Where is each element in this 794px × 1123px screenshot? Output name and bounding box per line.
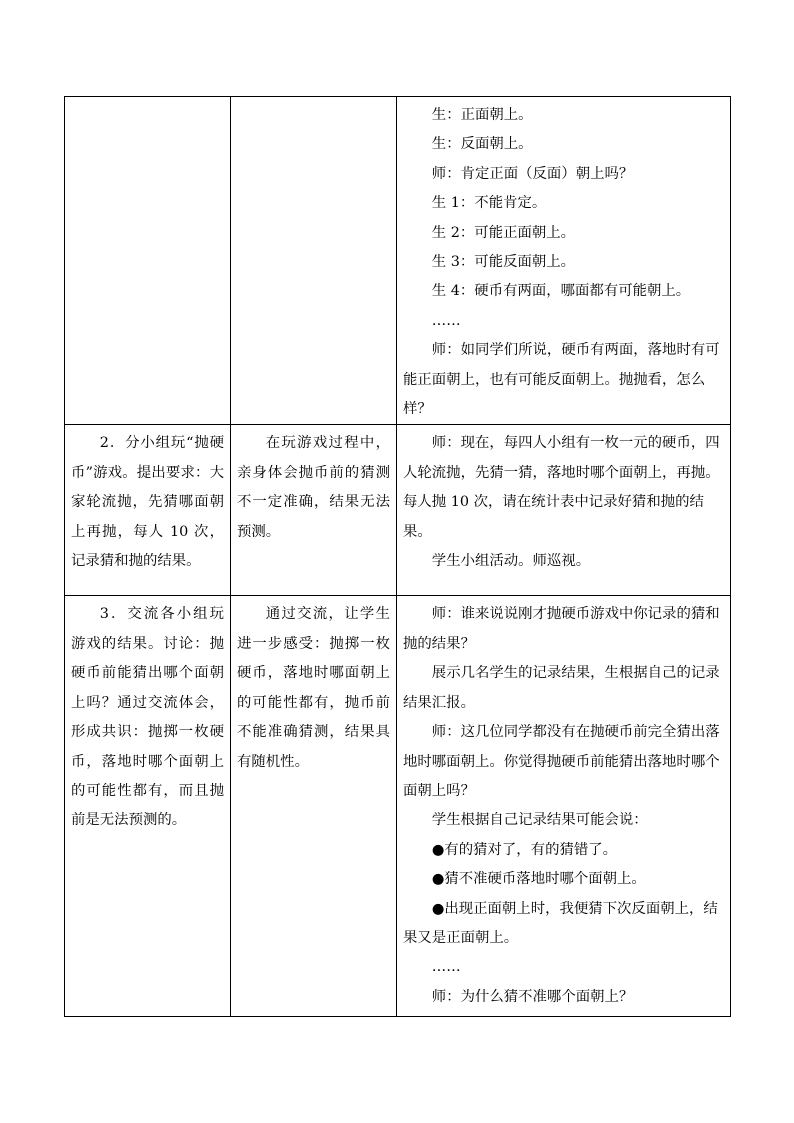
dialogue-line: 师：为什么猜不准哪个面朝上？ [431, 988, 634, 1005]
dialogue-line: 学生根据自己记录结果可能会说： [431, 812, 648, 829]
dialogue-line: 展示几名学生的记录结果，生根据自己的记录结果汇报。 [403, 665, 720, 711]
intent-cell [231, 425, 397, 596]
ellipsis-line: …… [431, 959, 461, 976]
dialogue-line: 师：谁来说说刚才抛硬币游戏中你记录的猜和抛的结果？ [403, 606, 720, 652]
dialogue-line: 生 4：硬币有两面，哪面都有可能朝上。 [431, 283, 691, 300]
dialogue-line: 师：肯定正面（反面）朝上吗？ [431, 165, 634, 182]
dialogue-line: 生：反面朝上。 [431, 136, 533, 153]
bullet-line: ●有的猜对了，有的猜错了。 [431, 841, 618, 858]
dialogue-cell [397, 596, 731, 1017]
intent-text: 在玩游戏过程中，亲身体会抛币前的猜测不一定准确，结果无法预测。 [237, 435, 390, 540]
table-row [65, 425, 731, 596]
activity-text: 3．交流各小组玩游戏的结果。讨论：抛硬币前能猜出哪个面朝上吗？通过交流体会，形成共识：抛掷一枚硬币，落地时哪个面朝上的可能性都有，而且抛前是无法预测的。 [71, 606, 224, 829]
activity-cell [65, 425, 231, 596]
bullet-line: ●出现正面朝上时，我便猜下次反面朝上，结果又是正面朝上。 [403, 900, 718, 946]
dialogue-line: 师：如同学们所说，硬币有两面，落地时有可能正面朝上，也有可能反面朝上。抛抛看，怎么样？ [403, 342, 720, 418]
dialogue-line: 师：这几位同学都没有在抛硬币前完全猜出落地时哪面朝上。你觉得抛硬币前能猜出落地时哪个面朝上吗？ [403, 724, 720, 799]
activity-cell [65, 97, 231, 425]
dialogue-line: 生 3：可能反面朝上。 [431, 254, 576, 271]
ellipsis-line: …… [431, 312, 461, 329]
activity-cell [65, 596, 231, 1017]
intent-cell [231, 97, 397, 425]
dialogue-cell [397, 425, 731, 596]
lesson-plan-table [64, 96, 731, 1017]
table-row [65, 596, 731, 1017]
table-row [65, 97, 731, 425]
intent-cell [231, 596, 397, 1017]
dialogue-line: 生：正面朝上。 [431, 107, 533, 123]
dialogue-line: 学生小组活动。师巡视。 [431, 553, 591, 570]
dialogue-line: 生 1：不能肯定。 [431, 195, 547, 212]
intent-text: 通过交流，让学生进一步感受：抛掷一枚硬币，落地时哪面朝上的可能性都有，抛币前不能准确猜测，结果具有随机性。 [237, 606, 390, 770]
bullet-line: ●猜不准硬币落地时哪个面朝上。 [431, 871, 646, 888]
activity-text: 2．分小组玩“抛硬币”游戏。提出要求：大家轮流抛，先猜哪面朝上再抛，每人 10 次，记录猜和抛的结果。 [71, 435, 224, 570]
dialogue-cell [397, 97, 731, 425]
dialogue-line: 生 2：可能正面朝上。 [431, 224, 576, 241]
dialogue-line: 师：现在，每四人小组有一枚一元的硬币，四人轮流抛，先猜一猜，落地时哪个面朝上，再抛。每人抛 10 次，请在统计表中记录好猜和抛的结果。 [403, 435, 720, 540]
